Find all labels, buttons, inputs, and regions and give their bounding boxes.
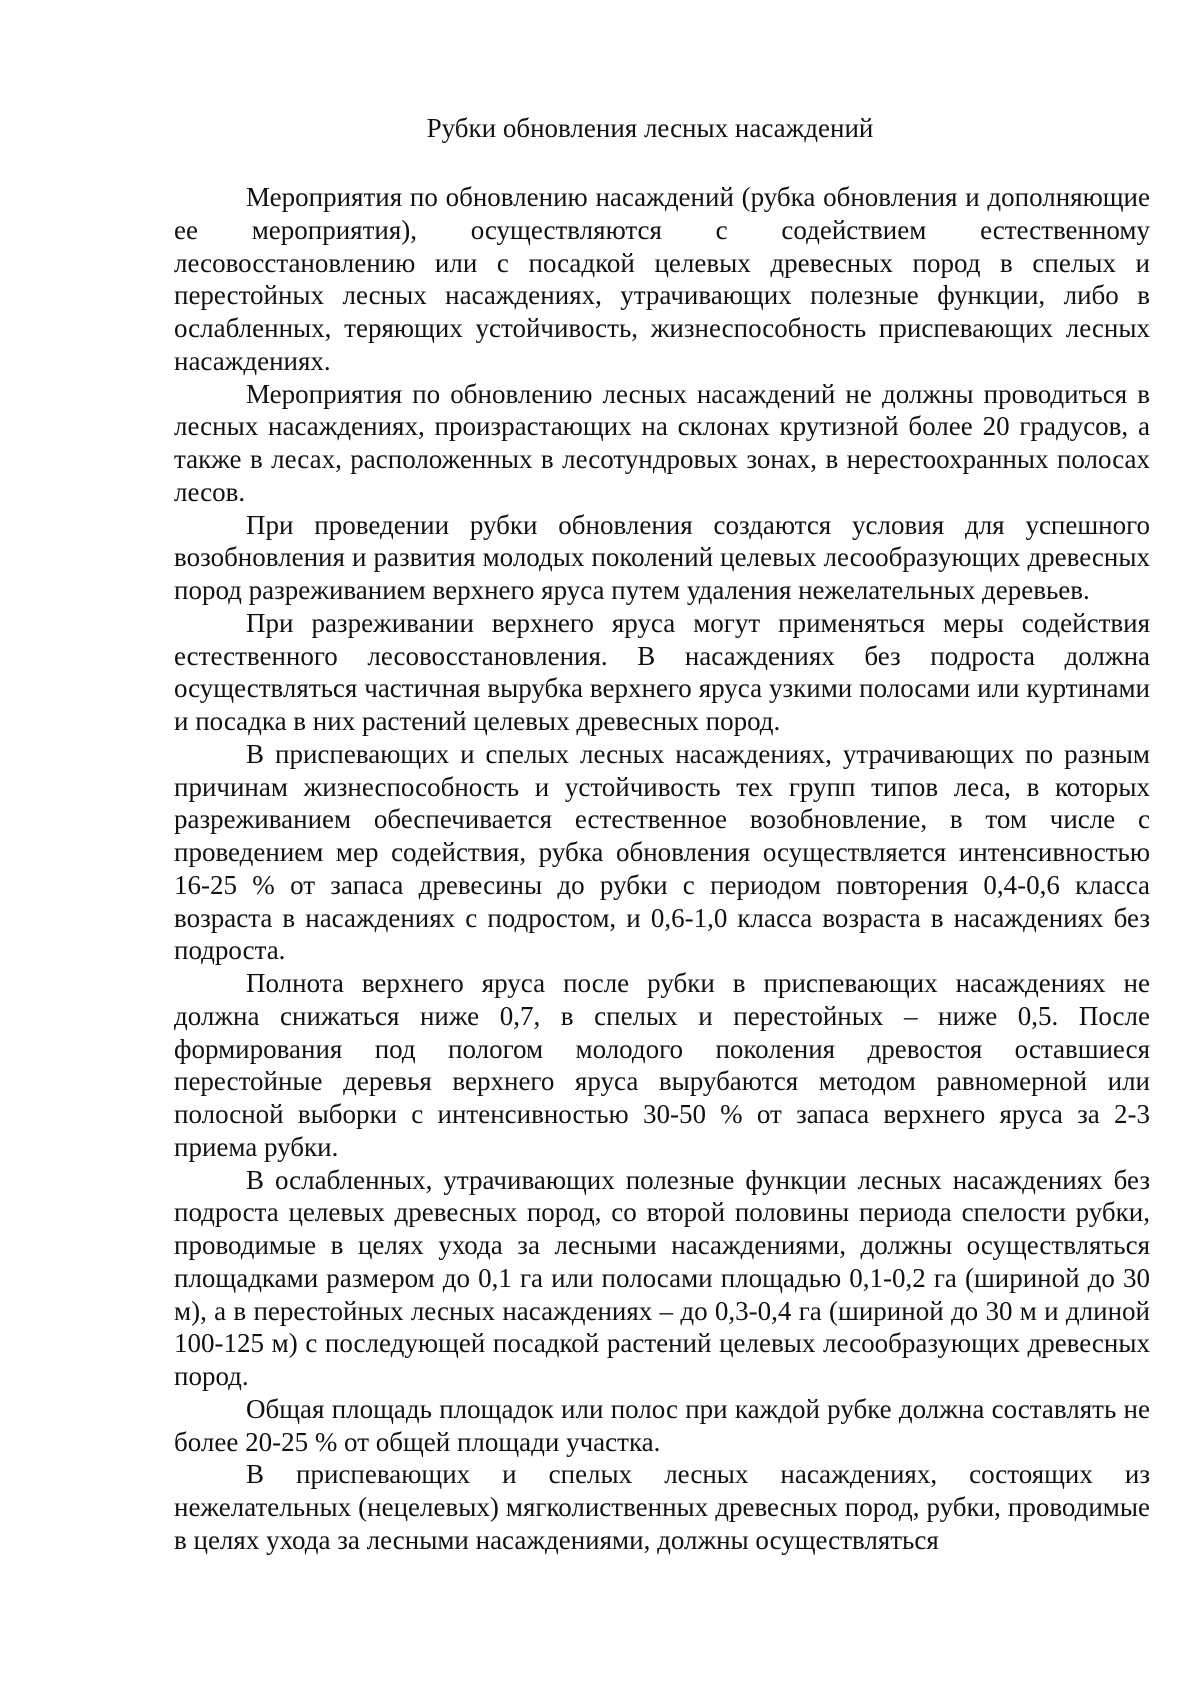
paragraph: В приспевающих и спелых лесных насаждениях, утрачивающих по разным причинам жизнеспособность и устойчивость тех групп типов леса, в которых разреживанием обеспечивается естественное возобновление, в том числе с проведением мер содействия, рубка обновления осуществляется интенсивностью 16-25 % от запаса древесины до рубки с периодом повторения 0,4-0,6 класса возраста в насаждениях с подростом, и 0,6-1,0 класса возраста в насаждениях без подроста.: [174, 738, 1150, 966]
paragraph: Мероприятия по обновлению насаждений (рубка обновления и дополняющие ее мероприятия), осуществляются с содействием естественному лесовосстановлению или с посадкой целевых древесных пород в спелых и перестойных лесных насаждениях, утрачивающих полезные функции, либо в ослабленных, теряющих устойчивость, жизнеспособность приспевающих лесных насаждениях.: [174, 182, 1150, 376]
document-title: Рубки обновления лесных насаждений: [426, 113, 874, 143]
paragraph: В ослабленных, утрачивающих полезные функции лесных насаждениях без подроста целевых древесных пород, со второй половины периода спелости рубки, проводимые в целях ухода за лесными насаждениями, должны осуществляться площадками размером до 0,1 га или полосами площадью 0,1-0,2 га (шириной до 30 м), а в перестойных лесных насаждениях – до 0,3-0,4 га (шириной до 30 м и длиной 100-125 м) с последующей посадкой растений целевых лесообразующих древесных пород.: [174, 1164, 1150, 1391]
paragraph: Полнота верхнего яруса после рубки в приспевающих насаждениях не должна снижаться ниже 0,7, в спелых и перестойных – ниже 0,5. После формирования под пологом молодого поколения древостоя оставшиеся перестойные деревья верхнего яруса вырубаются методом равномерной или полосной выборки с интенсивностью 30-50 % от запаса верхнего яруса за 2-3 приема рубки.: [174, 968, 1150, 1162]
paragraph: При проведении рубки обновления создаются условия для успешного возобновления и развития молодых поколений целевых лесообразующих древесных пород разреживанием верхнего яруса путем удаления нежелательных деревьев.: [174, 509, 1150, 605]
paragraph: Общая площадь площадок или полос при каждой рубке должна составлять не более 20-25 % от общей площади участка.: [174, 1393, 1150, 1457]
paragraph: Мероприятия по обновлению лесных насаждений не должны проводиться в лесных насаждениях, произрастающих на склонах крутизной более 20 градусов, а также в лесах, расположенных в лесотундровых зонах, в нерестоохранных полосах лесов.: [174, 378, 1150, 507]
paragraph: При разреживании верхнего яруса могут применяться меры содействия естественного лесовосстановления. В насаждениях без подроста должна осуществляться частичная вырубка верхнего яруса узкими полосами или куртинами и посадка в них растений целевых древесных пород.: [174, 607, 1150, 736]
document-body: [174, 181, 1150, 1557]
paragraph: В приспевающих и спелых лесных насаждениях, состоящих из нежелательных (нецелевых) мягколиственных древесных пород, рубки, проводимые в целях ухода за лесными насаждениями, должны осуществляться: [174, 1459, 1150, 1555]
